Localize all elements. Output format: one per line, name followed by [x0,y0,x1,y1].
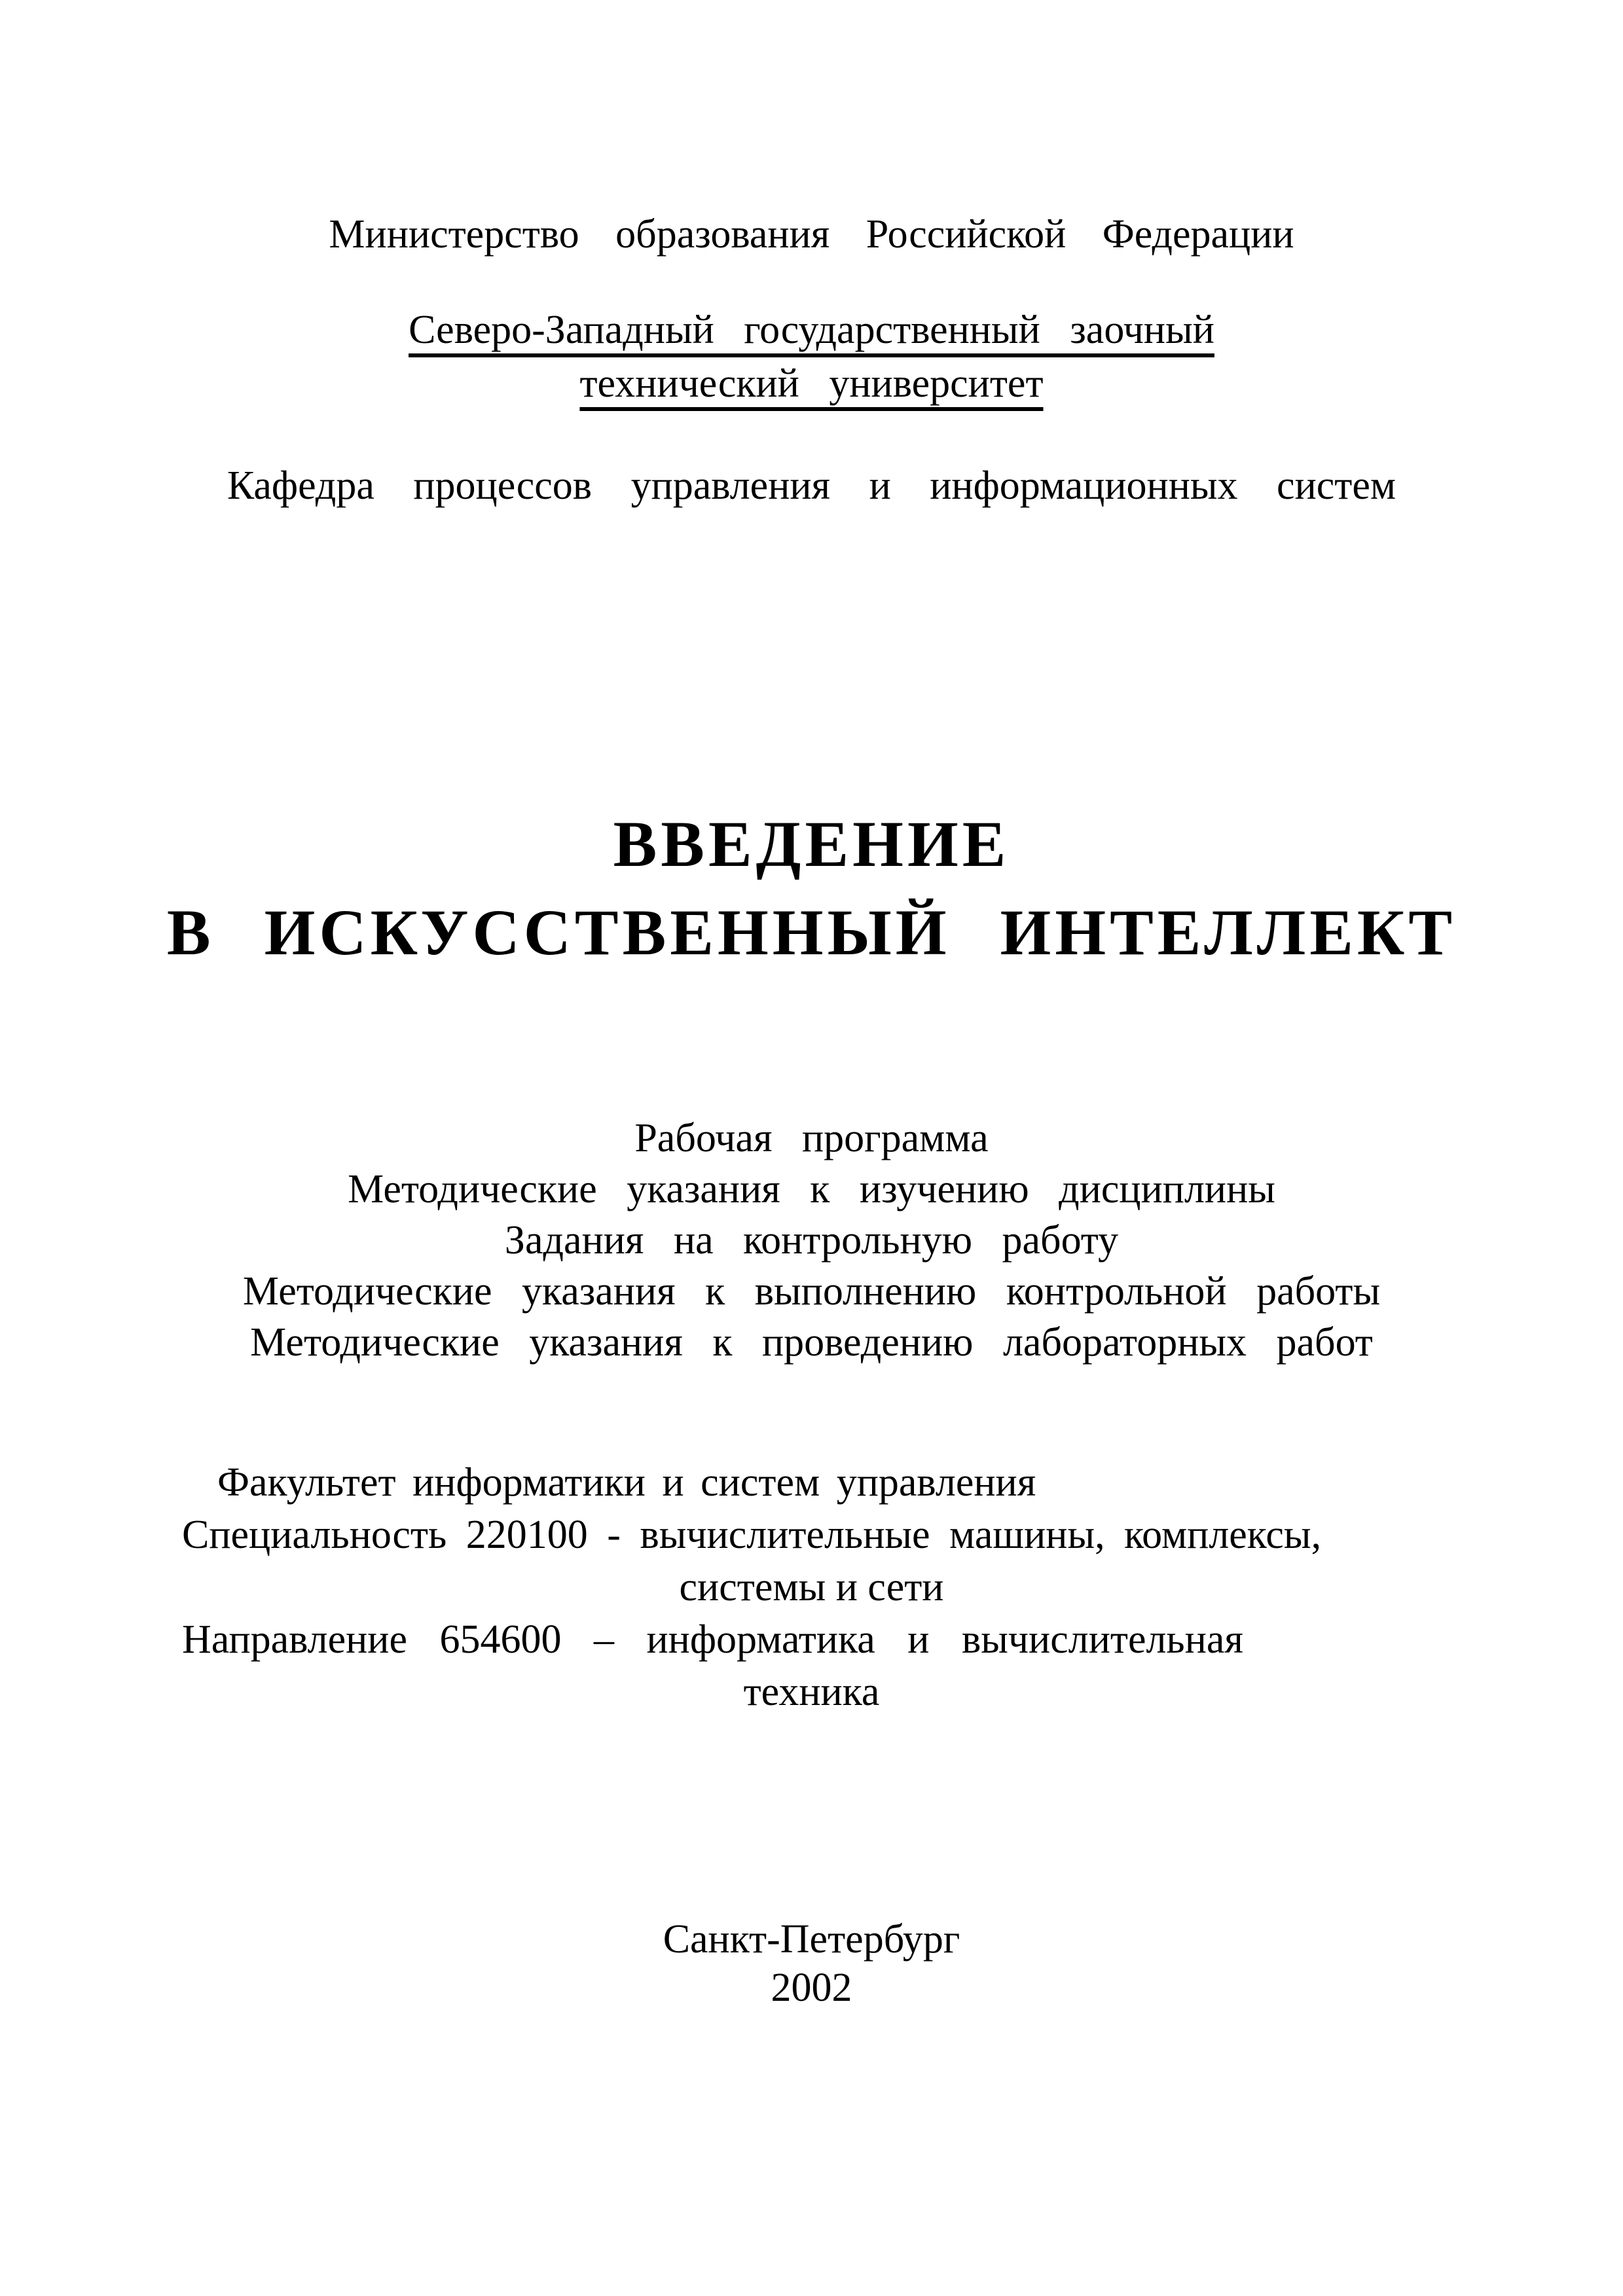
faculty-line: Факультет информатики и систем управления [217,1460,1036,1505]
material-item-lab-work-guidelines: Методические указания к проведению лабораторных работ [250,1320,1373,1365]
material-item-study-guidelines: Методические указания к изучению дисциплины [348,1167,1275,1211]
specialty-line-2: системы и сети [679,1565,944,1609]
city-line: Санкт-Петербург [663,1917,960,1962]
university-name-line-2: технический университет [579,361,1044,406]
material-item-control-work-guidelines: Методические указания к выполнению контрольной работы [242,1269,1381,1314]
doc-title-line-1: ВВЕДЕНИЕ [613,808,1010,880]
direction-line-1: Направление 654600 – информатика и вычислительная [182,1617,1243,1662]
year-line: 2002 [771,1965,852,2010]
direction-line-2: техника [743,1670,880,1714]
department-line: Кафедра процессов управления и информационных систем [227,463,1396,508]
ministry-line: Министерство образования Российской Федерации [329,212,1294,257]
doc-title-line-2: В ИСКУССТВЕННЫЙ ИНТЕЛЛЕКТ [166,896,1457,969]
university-name-line-1: Северо-Западный государственный заочный [409,308,1214,352]
material-item-control-tasks: Задания на контрольную работу [504,1218,1119,1263]
material-item-work-program: Рабочая программа [634,1116,989,1160]
specialty-line-1: Специальность 220100 - вычислительные машины, комплексы, [182,1513,1322,1557]
